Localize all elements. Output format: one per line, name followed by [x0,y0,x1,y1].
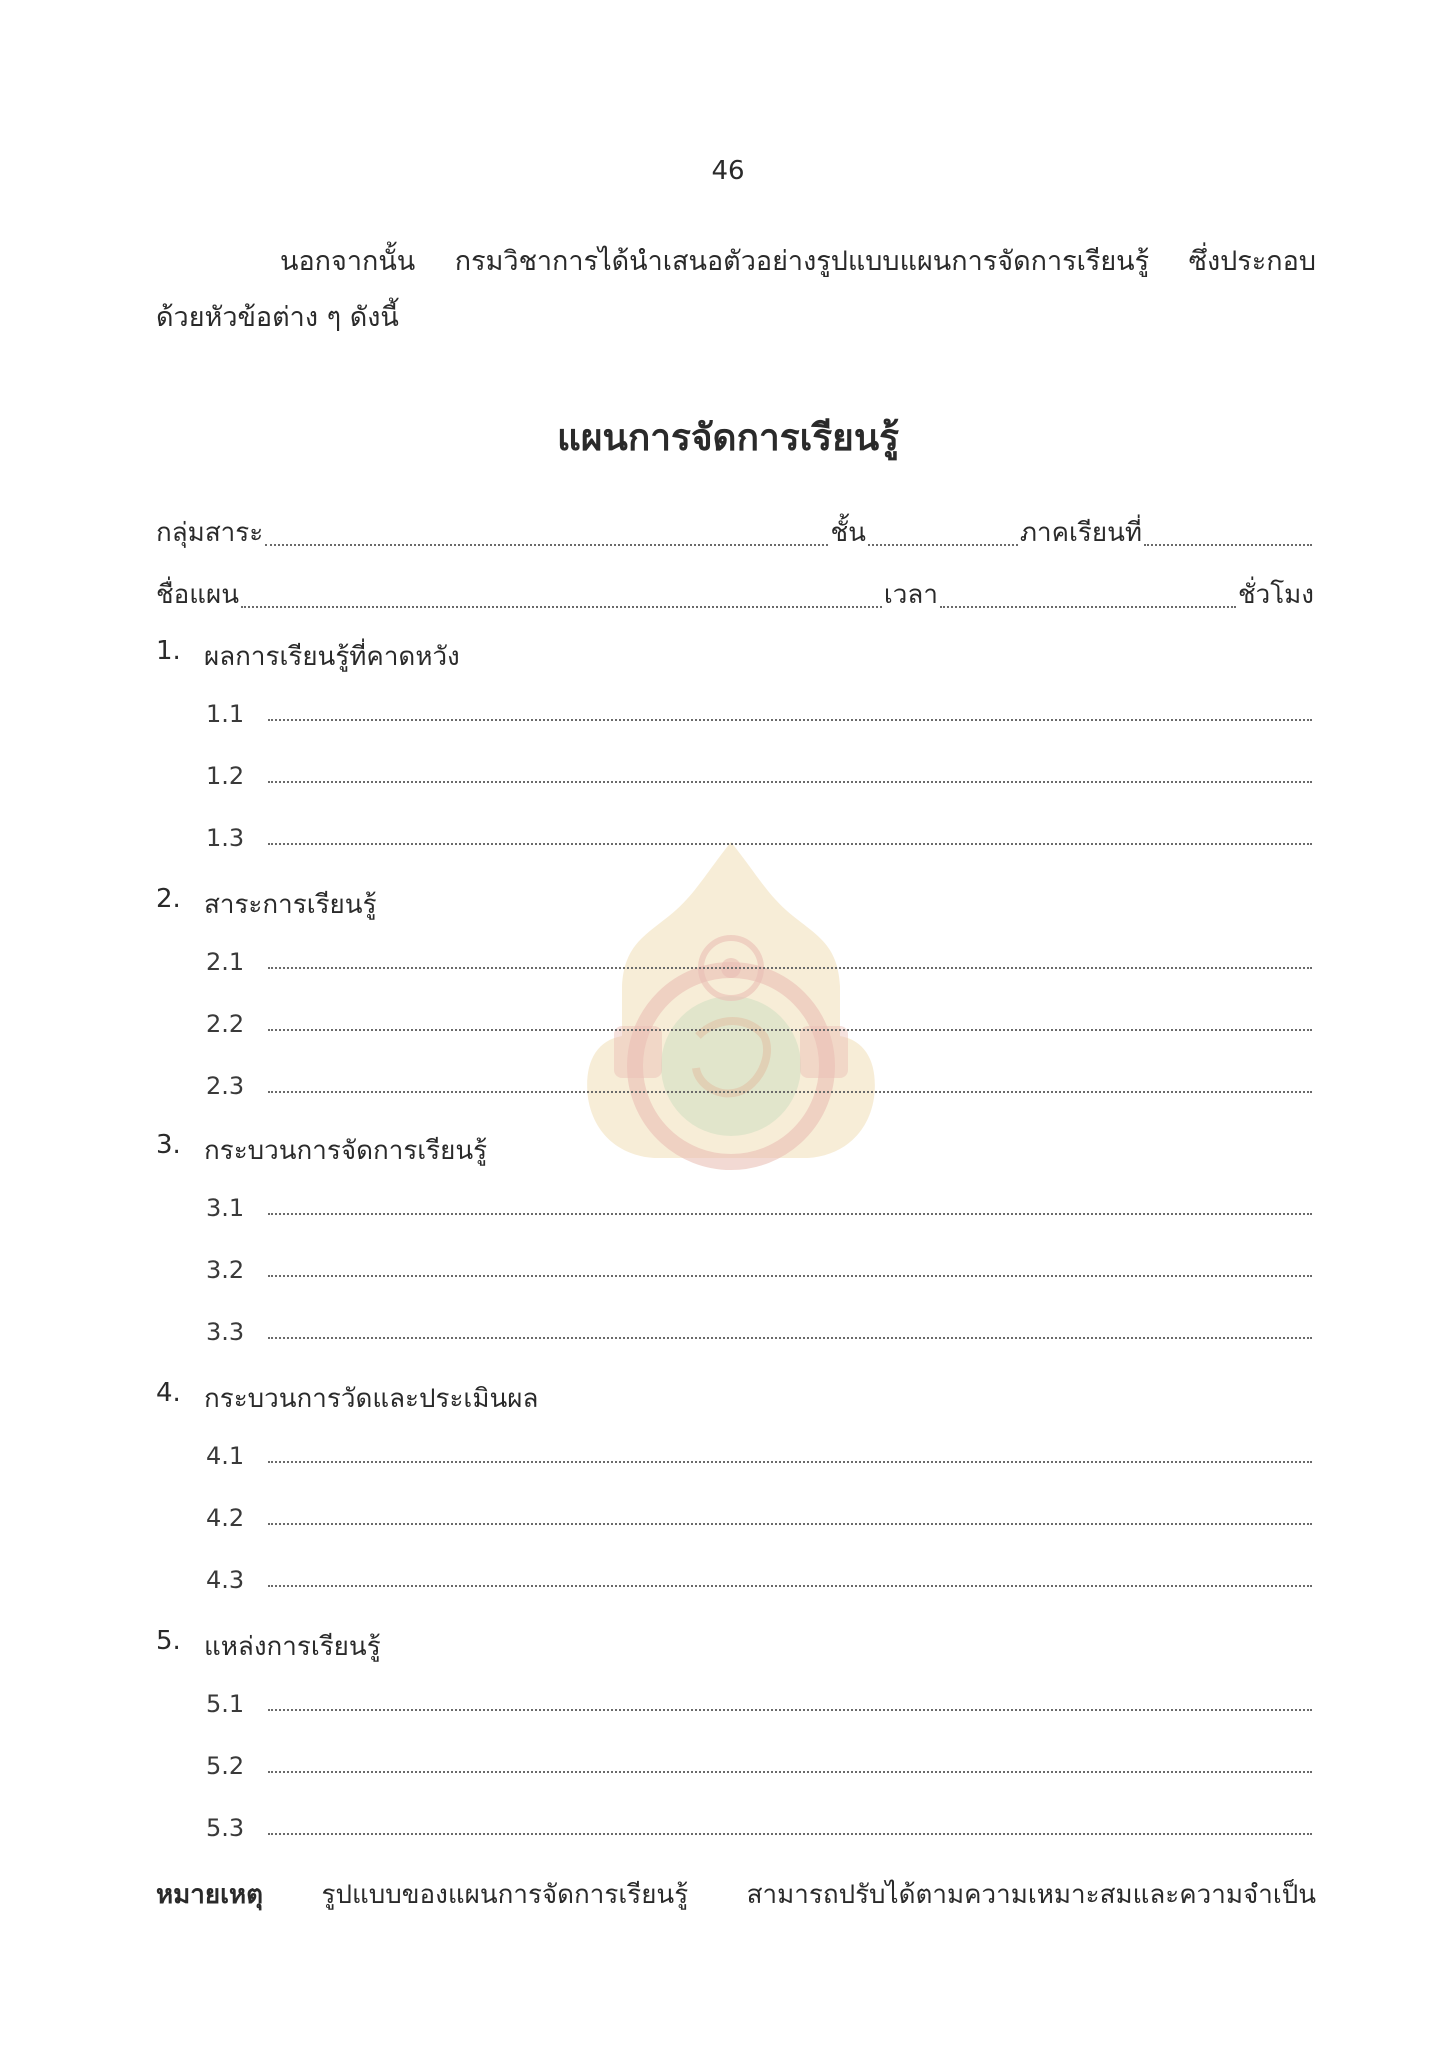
list-item [206,1256,1314,1284]
header-row-group [156,512,1314,553]
item-number: 2.2 [206,1010,245,1038]
section-number: 3. [156,1130,181,1160]
list-item [206,1072,1314,1100]
item-number: 4.2 [206,1504,245,1532]
blank-plan-name [241,606,882,608]
section-number: 5. [156,1626,181,1656]
list-item [206,1318,1314,1346]
note-label: หมายเหตุ [156,1880,264,1910]
item-number: 4.3 [206,1566,245,1594]
item-number: 3.2 [206,1256,245,1284]
blank-time [940,606,1236,608]
item-number: 3.3 [206,1318,245,1346]
intro-paragraph-line-1: นอกจากนั้น กรมวิชาการได้นำเสนอตัวอย่างรูปแบบแผนการจัดการเรียนรู้ ซึ่งประกอบ [280,246,1316,277]
section-number: 4. [156,1378,181,1408]
section-1-heading [156,636,460,677]
item-number: 1.3 [206,824,245,852]
item-number: 5.1 [206,1690,245,1718]
section-title: กระบวนการวัดและประเมินผล [204,1384,539,1414]
list-item [206,1752,1314,1780]
section-number: 2. [156,884,181,914]
form-title: แผนการจัดการเรียนรู้ [557,416,899,459]
section-title: สาระการเรียนรู้ [204,890,377,920]
item-number: 1.2 [206,762,245,790]
section-3-heading [156,1130,487,1171]
list-item [206,762,1314,790]
list-item [206,824,1314,852]
section-title: กระบวนการจัดการเรียนรู้ [204,1136,488,1166]
label-time: เวลา [883,580,938,610]
label-hours: ชั่วโมง [1237,580,1314,610]
blank-line [268,719,1312,721]
blank-line [268,1213,1312,1215]
label-grade: ชั้น [830,518,866,548]
page-number: 46 [711,156,745,186]
blank-grade [868,544,1018,546]
list-item [206,1814,1314,1842]
item-number: 3.1 [206,1194,245,1222]
blank-line [268,781,1312,783]
header-row-plan [156,574,1314,615]
list-item [206,700,1314,728]
note-text: รูปแบบของแผนการจัดการเรียนรู้ สามารถปรับได้ตามความเหมาะสมและความจำเป็น [321,1880,1316,1910]
blank-line [268,1461,1312,1463]
blank-line [268,843,1312,845]
blank-group [265,544,828,546]
section-number: 1. [156,636,181,666]
blank-line [268,1833,1312,1835]
list-item [206,1690,1314,1718]
blank-line [268,1709,1312,1711]
list-item [206,1194,1314,1222]
blank-semester [1144,544,1312,546]
section-title: แหล่งการเรียนรู้ [204,1632,381,1662]
item-number: 1.1 [206,700,245,728]
list-item [206,948,1314,976]
item-number: 2.3 [206,1072,245,1100]
blank-line [268,1337,1312,1339]
section-title: ผลการเรียนรู้ที่คาดหวัง [204,642,460,672]
blank-line [268,1091,1312,1093]
label-plan-name: ชื่อแผน [156,580,240,610]
section-4-heading [156,1378,538,1419]
blank-line [268,967,1312,969]
list-item [206,1566,1314,1594]
footnote [156,1874,1316,1915]
blank-line [268,1585,1312,1587]
section-5-heading [156,1626,381,1667]
list-item [206,1504,1314,1532]
emblem-watermark-icon [578,836,884,1182]
item-number: 5.3 [206,1814,245,1842]
label-group: กลุ่มสาระ [156,518,264,548]
label-semester: ภาคเรียนที่ [1019,518,1142,548]
item-number: 2.1 [206,948,245,976]
list-item [206,1442,1314,1470]
intro-paragraph-line-2: ด้วยหัวข้อต่าง ๆ ดังนี้ [156,302,399,333]
item-number: 4.1 [206,1442,245,1470]
list-item [206,1010,1314,1038]
blank-line [268,1523,1312,1525]
blank-line [268,1275,1312,1277]
section-2-heading [156,884,377,925]
blank-line [268,1771,1312,1773]
item-number: 5.2 [206,1752,245,1780]
blank-line [268,1029,1312,1031]
